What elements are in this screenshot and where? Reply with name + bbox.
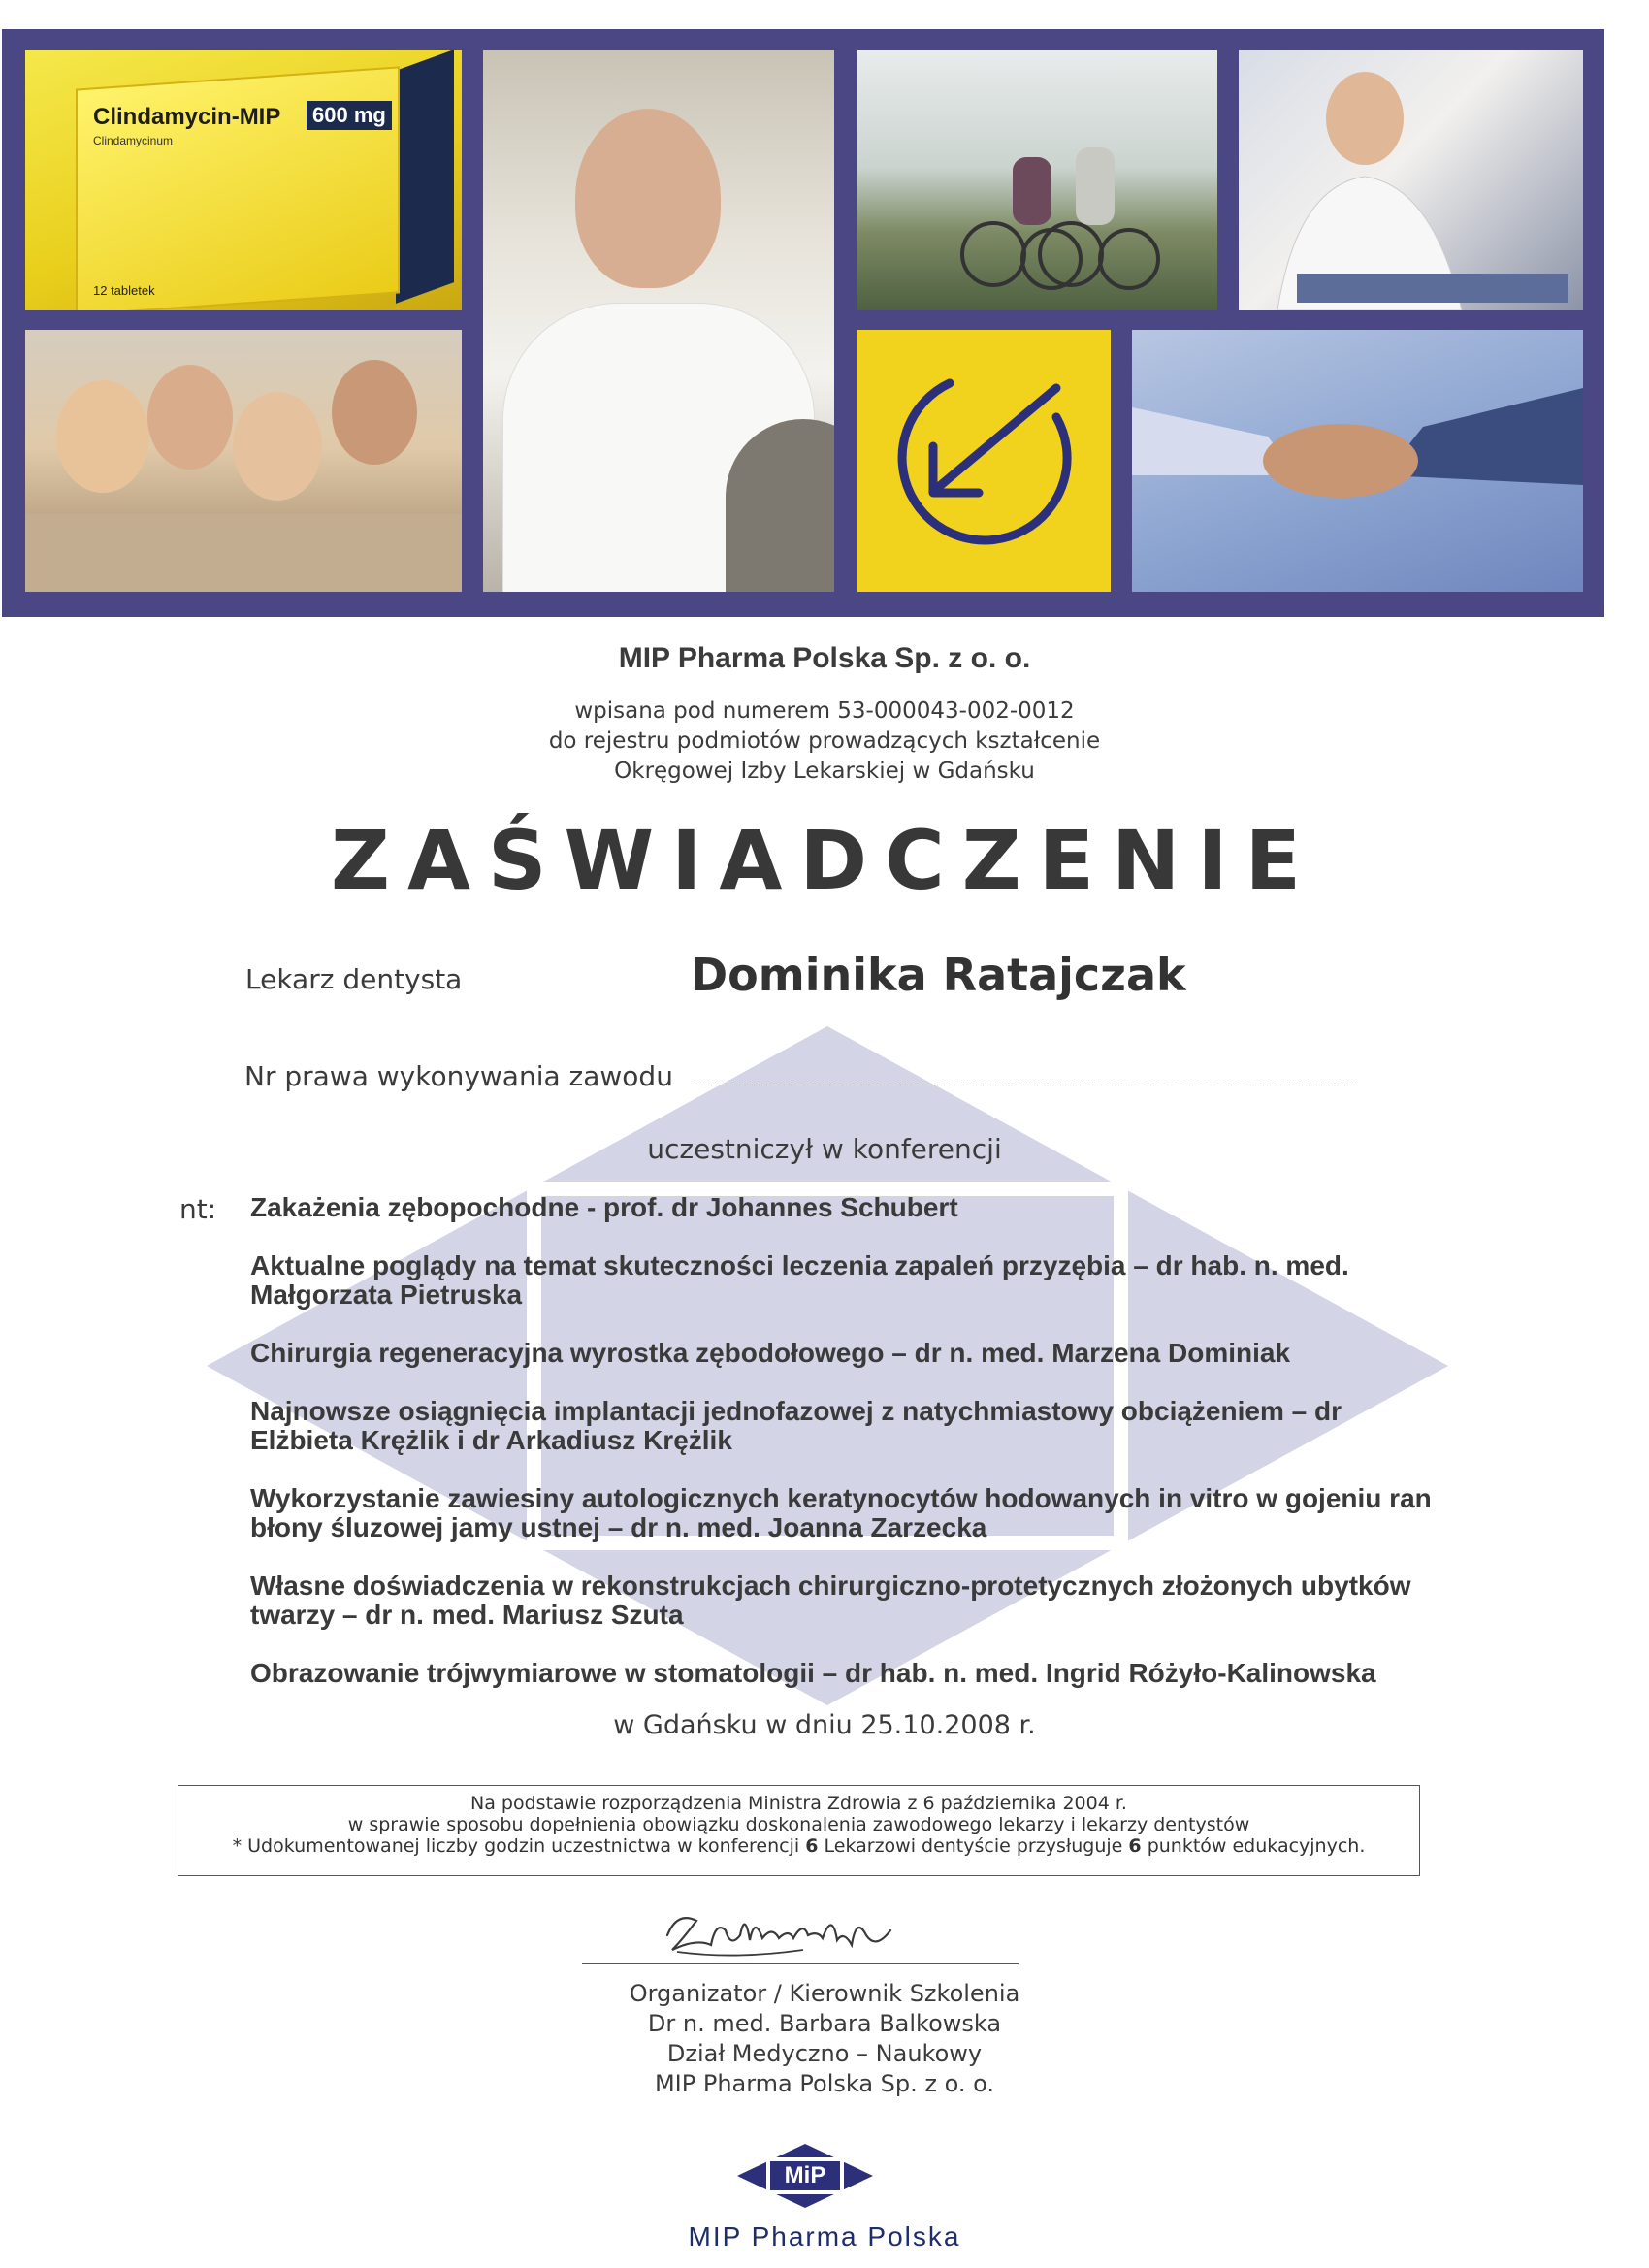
notice-points: 6 [1128, 1835, 1142, 1857]
arrow-circle-icon [857, 330, 1111, 592]
handwritten-signature [658, 1892, 949, 1969]
notice-hours-text: * Udokumentowanej liczby godzin uczestnictwa w konferencji [232, 1835, 800, 1857]
regulation-notice [178, 1785, 1420, 1876]
lab-scientist-photo [1239, 50, 1583, 310]
handshake-photo [1132, 330, 1583, 592]
notice-hours: 6 [805, 1835, 819, 1857]
lecture-item: Wykorzystanie zawiesiny autologicznych keratynocytów hodowanych in vitro w gojeniu ran błony śluzowej jamy ustnej – dr n. med. Joanna Zarzecka [250, 1483, 1432, 1542]
lecture-item: Najnowsze osiągnięcia implantacji jednofazowej z natychmiastowy obciążeniem – dr Elżbieta Krężlik i dr Arkadiusz Krężlik [250, 1396, 1342, 1455]
product-name: Clindamycin-MIP [93, 104, 281, 130]
notice-points-suffix: punktów edukacyjnych. [1147, 1835, 1366, 1857]
notice-line-3 [178, 1835, 1419, 1857]
cyclists-photo [857, 50, 1217, 310]
handshake-illustration [1132, 330, 1583, 592]
notice-line-1: Na podstawie rozporządzenia Ministra Zdrowia z 6 października 2004 r. [470, 1793, 1127, 1814]
participation-text: uczestniczył w konferencji [647, 1133, 1002, 1165]
topic-prefix: nt: [179, 1193, 217, 1225]
doctor-head [575, 109, 721, 288]
notice-points-text: Lekarzowi dentyście przysługuje [824, 1835, 1123, 1857]
doctor-photo [483, 50, 834, 592]
lecture-item: Aktualne poglądy na temat skuteczności leczenia zapaleń przyzębia – dr hab. n. med. Małgorzata Pietruska [250, 1250, 1349, 1310]
lecture-item: Chirurgia regeneracyjna wyrostka zębodołowego – dr n. med. Marzena Dominiak [250, 1338, 1291, 1368]
license-label: Nr prawa wykonywania zawodu [244, 1060, 673, 1092]
mip-arrow-logo [857, 330, 1111, 592]
lecture-list [250, 1193, 1443, 1717]
lecture-item: Własne doświadczenia w rekonstrukcjach chirurgiczno-protetycznych złożonych ubytków twarzy – dr n. med. Mariusz Szuta [250, 1571, 1411, 1630]
certificate-title: ZAŚWIADCZENIE [331, 813, 1318, 908]
footer-company-name: MIP Pharma Polska [688, 2221, 961, 2252]
product-box-side [396, 50, 454, 304]
family-photo [25, 330, 462, 592]
product-box-photo [25, 50, 462, 310]
profession-label: Lekarz dentysta [245, 963, 463, 995]
organizer-name: Dr n. med. Barbara Balkowska [647, 2010, 1002, 2037]
scientist-illustration [1239, 50, 1583, 310]
cyclists-illustration [857, 50, 1217, 310]
lecture-item: Zakażenia zębopochodne - prof. dr Johannes Schubert [250, 1192, 958, 1222]
family-illustration [25, 330, 462, 592]
product-generic: Clindamycinum [93, 134, 174, 147]
participant-name: Dominika Ratajczak [691, 949, 1186, 1001]
product-count: 12 tabletek [93, 283, 155, 298]
footer-logo-text: MiP [784, 2162, 826, 2188]
product-dose: 600 mg [307, 101, 392, 130]
issue-date: w Gdańsku w dniu 25.10.2008 r. [613, 1710, 1036, 1740]
photo-banner [2, 29, 1604, 617]
notice-line-2: w sprawie sposobu dopełnienia obowiązku doskonalenia zawodowego lekarzy i lekarzy dentystów [347, 1814, 1250, 1835]
organizer-block [0, 1979, 1649, 2099]
organizer-role: Organizator / Kierownik Szkolenia [629, 1980, 1020, 2007]
lecture-item: Obrazowanie trójwymiarowe w stomatologii – dr hab. n. med. Ingrid Różyło-Kalinowska [250, 1658, 1376, 1688]
organizer-company: MIP Pharma Polska Sp. z o. o. [654, 2070, 995, 2097]
signature-line [582, 1963, 1018, 1964]
registration-line-3: Okręgowej Izby Lekarskiej w Gdańsku [614, 759, 1035, 784]
registration-line-1: wpisana pod numerem 53-000043-002-0012 [574, 698, 1075, 724]
registration-line-2: do rejestru podmiotów prowadzących kształcenie [548, 729, 1101, 754]
organizer-department: Dział Medyczno – Naukowy [666, 2040, 983, 2067]
organization-name: MIP Pharma Polska Sp. z o. o. [618, 642, 1031, 674]
